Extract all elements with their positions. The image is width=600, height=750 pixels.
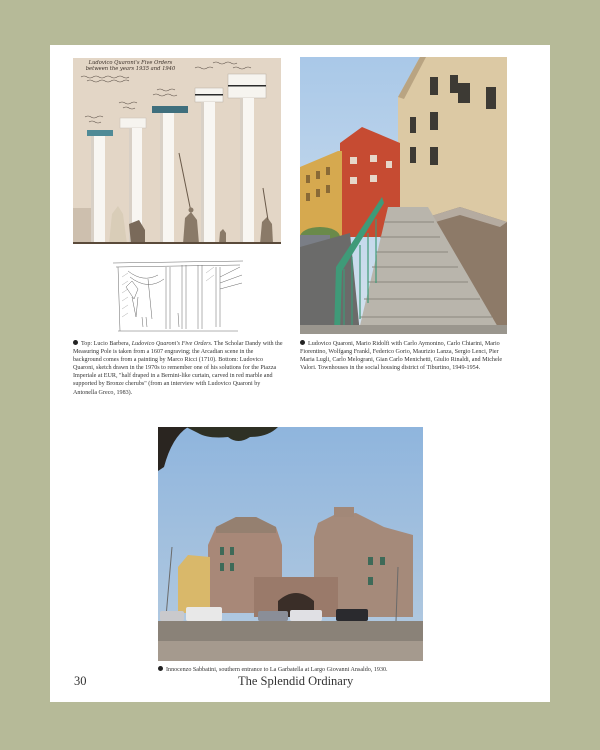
garbatella-photo — [158, 427, 423, 661]
tiburtino-stairs-photo — [300, 57, 507, 334]
caption-bullet-icon — [158, 666, 163, 671]
caption-bullet-icon — [300, 340, 305, 345]
five-orders-illustration — [73, 58, 281, 244]
caption-garbatella: Innocenzo Sabbatini, southern entrance to La Garbatella at Largo Giovanni Ansaldo, 1930. — [158, 666, 458, 674]
illustration-title-lettering: Ludovico Quaroni's Five Orders between the years 1935 and 1940 — [85, 60, 176, 72]
sketch-drawing — [108, 257, 248, 337]
book-page — [50, 45, 550, 702]
running-title: The Splendid Ordinary — [238, 674, 354, 688]
caption-tiburtino: Ludovico Quaroni, Mario Ridolfi with Carlo Aymonino, Carlo Chiarini, Mario Fiorentino, Wolfgang Frankl, Federico Gorio, Maurizio Lanza, Sergio Lenci, Pier Maria Lugli, Carlo Melograni, Gian Carlo Menichetti, Giulio Rinaldi, and Michele Valori. Townhouses in the social housing district of Tiburtino, 1949-1954. — [300, 341, 503, 372]
page-number: 30 — [74, 674, 87, 688]
caption-bullet-icon — [73, 340, 78, 345]
caption-five-orders: Top: Lucio Barbera, Ludovico Quaroni's Five Orders. The Scholar Dandy with the Measuring Pole is taken from a 1607 engraving; the Arcadian scene in the background comes from a painting by Marco Ricci (1710). Bottom: Ludovico Quaroni, sketch drawn in the 1970s to remember one of his solutions for the Piazza Imperiale at EUR, "half draped in a Bernini-like curtain, carved in red marble and supported by Bronze cherubs" (from an interview with Ludovico Quaroni by Antonella Greco, 1983). — [73, 341, 283, 396]
